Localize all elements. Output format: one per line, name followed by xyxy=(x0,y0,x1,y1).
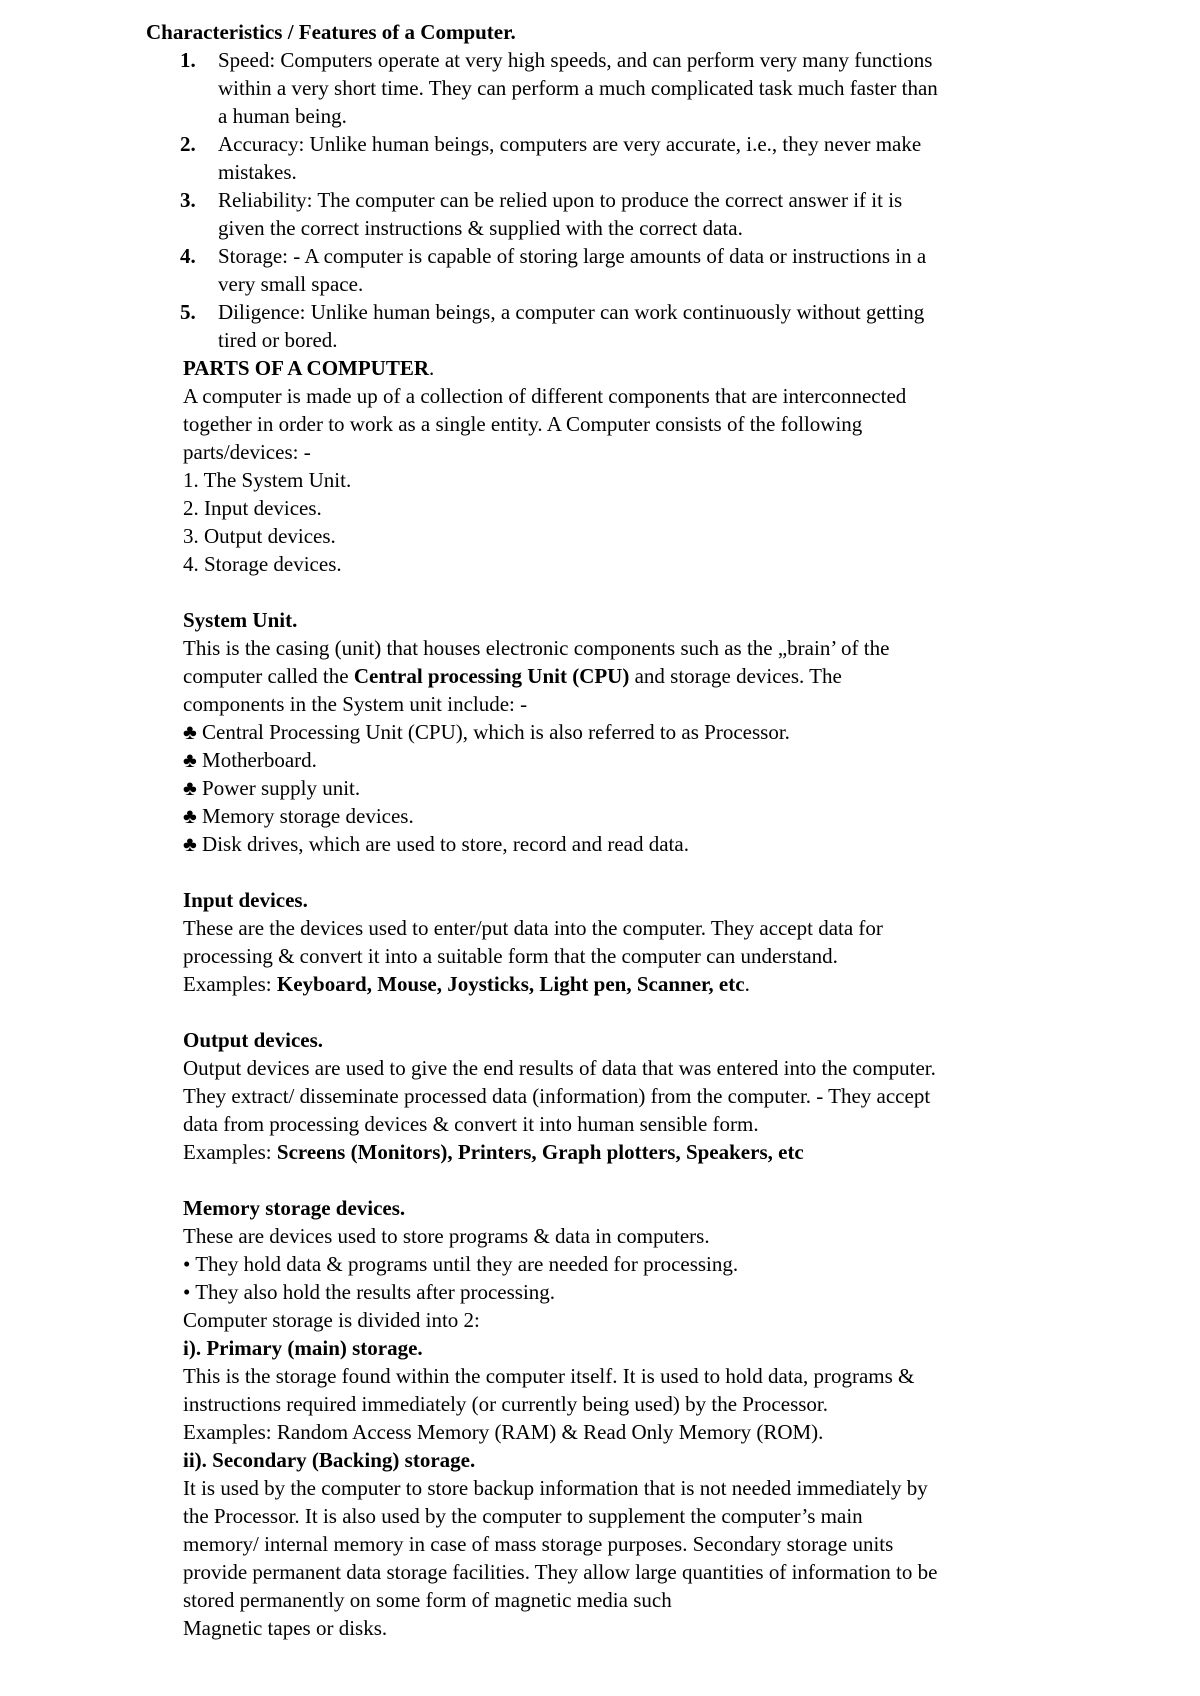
system-unit-item-text: Motherboard. xyxy=(202,748,317,772)
parts-list-item: 2. Input devices. xyxy=(183,496,322,520)
primary-line: This is the storage found within the computer itself. It is used to hold data, programs & xyxy=(183,1364,915,1388)
output-examples xyxy=(183,1138,1083,1166)
parts-line: parts/devices: - xyxy=(183,440,311,464)
feature-number: 5. xyxy=(180,300,196,324)
feature-line: tired or bored. xyxy=(218,328,338,352)
output-examples-list: Screens (Monitors), Printers, Graph plotters, Speakers, etc xyxy=(276,1140,804,1164)
feature-number: 1. xyxy=(180,48,196,72)
input-heading-text: Input devices. xyxy=(183,888,308,912)
parts-list-item: 4. Storage devices. xyxy=(183,552,342,576)
output-line: They extract/ disseminate processed data (information) from the computer. - They accept xyxy=(183,1084,931,1108)
parts-list-item: 3. Output devices. xyxy=(183,524,336,548)
system-unit-item-text: Memory storage devices. xyxy=(202,804,414,828)
secondary-heading-text: ii). Secondary (Backing) storage. xyxy=(183,1448,476,1472)
input-heading xyxy=(183,886,1083,914)
primary-line: instructions required immediately (or currently being used) by the Processor. xyxy=(183,1392,829,1416)
system-unit-item xyxy=(183,746,1083,774)
memory-heading-text: Memory storage devices. xyxy=(183,1196,406,1220)
secondary-line: stored permanently on some form of magnetic media such xyxy=(183,1588,672,1612)
memory-line: • They also hold the results after processing. xyxy=(183,1280,556,1304)
parts-heading-dot: . xyxy=(429,356,435,380)
input-line: processing & convert it into a suitable form that the computer can understand. xyxy=(183,944,838,968)
output-heading xyxy=(183,1026,1083,1054)
parts-line: A computer is made up of a collection of different components that are interconnected xyxy=(183,384,907,408)
parts-heading-text: PARTS OF A COMPUTER xyxy=(183,356,430,380)
feature-line: Accuracy: Unlike human beings, computers are very accurate, i.e., they never make xyxy=(218,132,922,156)
examples-label: Examples: xyxy=(183,1140,277,1164)
examples-end: . xyxy=(744,972,750,996)
secondary-line: Magnetic tapes or disks. xyxy=(183,1616,388,1640)
feature-number: 2. xyxy=(180,132,196,156)
output-heading-text: Output devices. xyxy=(183,1028,324,1052)
primary-heading xyxy=(183,1334,1083,1362)
system-unit-item xyxy=(183,718,1083,746)
feature-line: Speed: Computers operate at very high speeds, and can perform very many functions xyxy=(218,48,933,72)
system-unit-line: This is the casing (unit) that houses electronic components such as the „brain’ of the xyxy=(183,636,890,660)
memory-heading xyxy=(183,1194,1083,1222)
feature-line: Storage: - A computer is capable of storing large amounts of data or instructions in a xyxy=(218,244,927,268)
input-examples xyxy=(183,970,1083,998)
parts-heading xyxy=(183,354,1083,382)
club-bullet-icon: ♣ xyxy=(183,776,197,800)
system-unit-line xyxy=(183,662,1083,690)
system-unit-item-text: Disk drives, which are used to store, record and read data. xyxy=(202,832,689,856)
memory-line: • They hold data & programs until they are needed for processing. xyxy=(183,1252,739,1276)
club-bullet-icon: ♣ xyxy=(183,720,197,744)
primary-line: Examples: Random Access Memory (RAM) & Read Only Memory (ROM). xyxy=(183,1420,824,1444)
feature-line: within a very short time. They can perform a much complicated task much faster than xyxy=(218,76,938,100)
feature-line: given the correct instructions & supplied with the correct data. xyxy=(218,216,743,240)
parts-line: together in order to work as a single entity. A Computer consists of the following xyxy=(183,412,863,436)
system-unit-item xyxy=(183,802,1083,830)
system-unit-item xyxy=(183,774,1083,802)
secondary-line: provide permanent data storage facilities. They allow large quantities of information to be xyxy=(183,1560,938,1584)
feature-line: very small space. xyxy=(218,272,364,296)
club-bullet-icon: ♣ xyxy=(183,804,197,828)
system-unit-line: components in the System unit include: - xyxy=(183,692,528,716)
system-unit-text: computer called the xyxy=(183,664,354,688)
secondary-heading xyxy=(183,1446,1083,1474)
output-line: data from processing devices & convert it into human sensible form. xyxy=(183,1112,759,1136)
club-bullet-icon: ♣ xyxy=(183,832,197,856)
secondary-line: It is used by the computer to store backup information that is not needed immediately by xyxy=(183,1476,928,1500)
club-bullet-icon: ♣ xyxy=(183,748,197,772)
memory-line: Computer storage is divided into 2: xyxy=(183,1308,480,1332)
examples-label: Examples: xyxy=(183,972,277,996)
secondary-line: the Processor. It is also used by the computer to supplement the computer’s main xyxy=(183,1504,863,1528)
system-unit-item-text: Central Processing Unit (CPU), which is also referred to as Processor. xyxy=(202,720,790,744)
system-unit-heading-text: System Unit. xyxy=(183,608,298,632)
system-unit-item xyxy=(183,830,1083,858)
input-line: These are the devices used to enter/put data into the computer. They accept data for xyxy=(183,916,883,940)
primary-heading-text: i). Primary (main) storage. xyxy=(183,1336,423,1360)
cpu-term: Central processing Unit (CPU) xyxy=(353,664,630,688)
parts-list-item: 1. The System Unit. xyxy=(183,468,352,492)
page-title: Characteristics / Features of a Computer. xyxy=(146,20,516,44)
feature-line: Diligence: Unlike human beings, a computer can work continuously without getting xyxy=(218,300,925,324)
output-line: Output devices are used to give the end results of data that was entered into the computer. xyxy=(183,1056,936,1080)
feature-line: a human being. xyxy=(218,104,347,128)
input-examples-list: Keyboard, Mouse, Joysticks, Light pen, Scanner, etc xyxy=(276,972,745,996)
feature-line: mistakes. xyxy=(218,160,297,184)
feature-number: 3. xyxy=(180,188,196,212)
memory-line: These are devices used to store programs & data in computers. xyxy=(183,1224,710,1248)
system-unit-item-text: Power supply unit. xyxy=(202,776,361,800)
feature-line: Reliability: The computer can be relied upon to produce the correct answer if it is xyxy=(218,188,903,212)
system-unit-text: and storage devices. The xyxy=(629,664,842,688)
secondary-line: memory/ internal memory in case of mass storage purposes. Secondary storage units xyxy=(183,1532,894,1556)
system-unit-heading xyxy=(183,606,1083,634)
feature-number: 4. xyxy=(180,244,196,268)
